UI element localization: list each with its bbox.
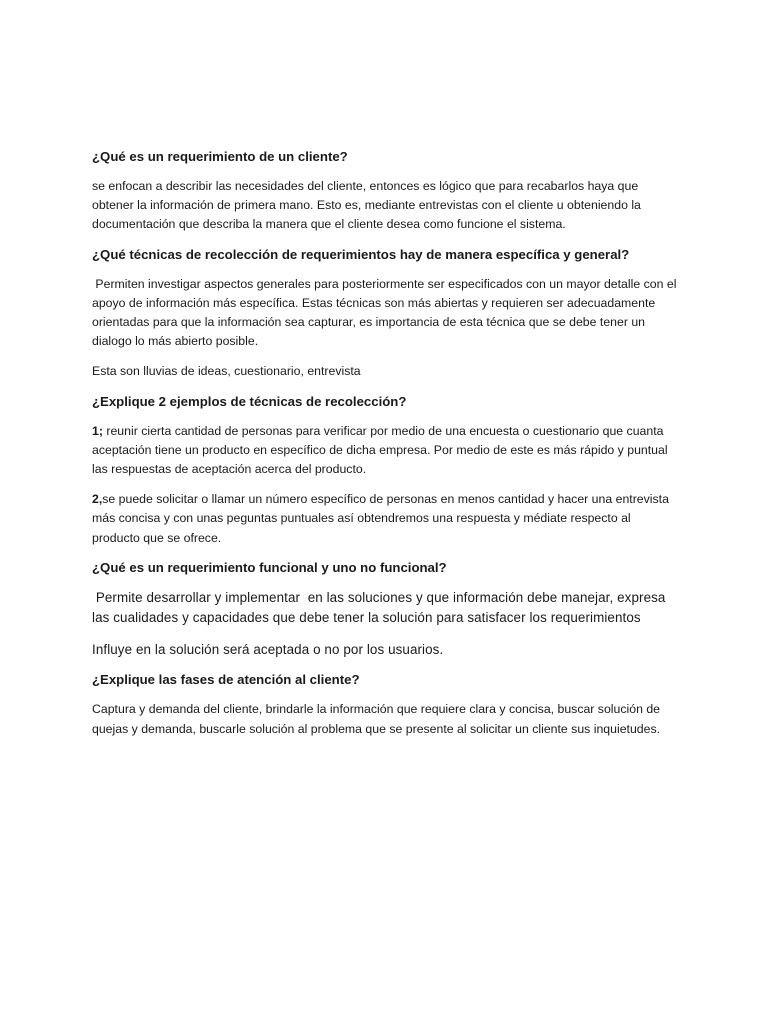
- question-heading-2: ¿Qué técnicas de recolección de requerimientos hay de manera específica y general?: [92, 246, 630, 262]
- question-heading-3: ¿Explique 2 ejemplos de técnicas de recolección?: [92, 393, 407, 409]
- question-heading-5: ¿Explique las fases de atención al cliente?: [92, 672, 360, 688]
- answer-paragraph-1: se enfocan a describir las necesidades del cliente, entonces es lógico que para recabarlos haya que obtener la información de primera mano. Esto es, mediante entrevistas con el cliente u obteniendo la documentación que describa la manera que el cliente desea como funcione el sistema.: [92, 179, 641, 232]
- example-item-2-number: 2,: [92, 492, 103, 507]
- question-heading-1: ¿Qué es un requerimiento de un cliente?: [92, 149, 348, 164]
- answer-paragraph-2a: Permiten investigar aspectos generales para posteriormente ser especificados con un mayor detalle con el apoyo de información más específica. Estas técnicas son más abiertas y requieren ser adecuadamente orientadas para que la información sea capturar, es importancia de esta técnica que se debe tener un dialogo lo más abierto posible.: [92, 276, 680, 349]
- answer-paragraph-4a: Permite desarrollar y implementar en las soluciones y que información debe manejar, expresa las cualidades y capacidades que debe tener la solución para satisfacer los requerimientos: [92, 589, 670, 626]
- example-item-1: [92, 422, 677, 480]
- example-item-2: [92, 490, 677, 548]
- answer-paragraph-5: Captura y demanda del cliente, brindarle la información que requiere clara y concisa, buscar solución de quejas y demanda, buscarle solución al problema que se presente al solicitar un cliente sus inquietudes.: [92, 702, 661, 736]
- question-heading-4: ¿Qué es un requerimiento funcional y uno no funcional?: [92, 559, 447, 575]
- example-item-1-text: reunir cierta cantidad de personas para verificar por medio de una encuesta o cuestionario que cuanta aceptación tiene un producto en específico de dicha empresa. Por medio de este es más rápido y puntual las respuestas de aceptación acerca del producto.: [92, 423, 668, 477]
- answer-paragraph-4b: Influye en la solución será aceptada o no por los usuarios.: [92, 641, 444, 657]
- example-item-1-number: 1;: [92, 423, 103, 438]
- document-body: [92, 148, 680, 750]
- example-item-2-text: se puede solicitar o llamar un número específico de personas en menos cantidad y hacer una entrevista más concisa y con unas peguntas puntuales así obtendremos una respuesta y médiate respecto al producto que se ofrece.: [92, 492, 669, 545]
- answer-paragraph-2b: Esta son lluvias de ideas, cuestionario, entrevista: [92, 364, 361, 379]
